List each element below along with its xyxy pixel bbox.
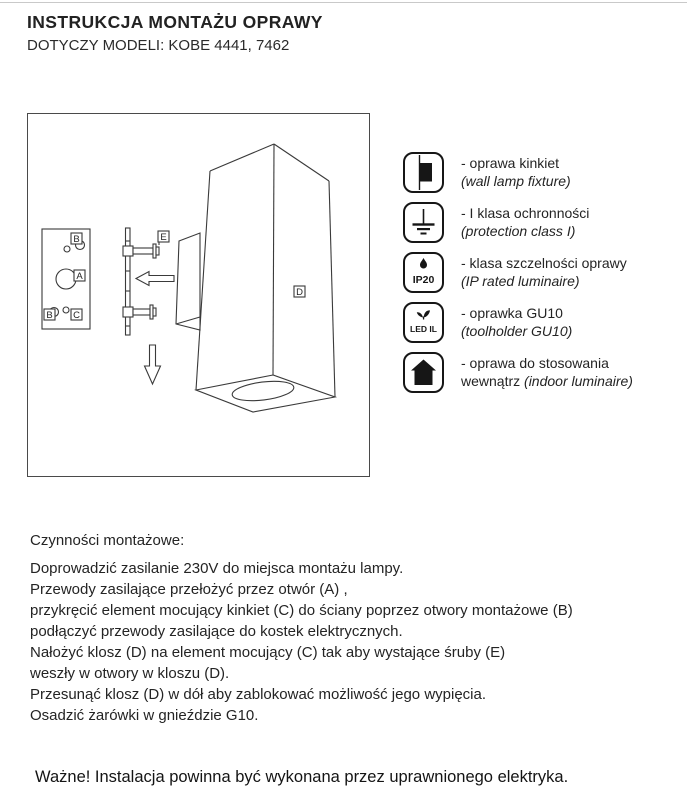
instructions-heading: Czynności montażowe: <box>30 532 185 549</box>
legend-label: - oprawka GU10 <box>461 305 563 321</box>
diagram-label-e: E <box>160 232 167 243</box>
ip20-icon <box>403 252 444 293</box>
droplet-glyph <box>420 258 427 269</box>
instruction-line: weszły w otwory w kloszu (D). <box>30 665 230 682</box>
instruction-line: Doprowadzić zasilanie 230V do miejsca montażu lampy. <box>30 560 404 577</box>
legend-label-en: (indoor luminaire) <box>524 373 633 389</box>
protection-class-icon <box>403 202 444 243</box>
diagram-label-b-top: B <box>73 234 80 245</box>
legend-label-en: (protection class I) <box>461 223 576 239</box>
legend-label: - oprawa kinkiet <box>461 155 560 171</box>
arrow-left <box>136 272 174 286</box>
led-il-text: LED IL <box>410 324 437 334</box>
legend-label-en: (wall lamp fixture) <box>461 173 571 189</box>
led-il-icon <box>403 302 444 343</box>
diagram-label-a: A <box>76 271 83 282</box>
legend-label: - klasa szczelności oprawy <box>461 255 627 271</box>
assembly-diagram-frame <box>27 113 370 477</box>
wall-lamp-icon <box>403 152 444 193</box>
legend-label-en: (toolholder GU10) <box>461 323 573 339</box>
screw-bottom <box>123 305 156 319</box>
instruction-line: podłączyć przewody zasilające do kostek elektrycznych. <box>30 623 403 640</box>
diagram-label-d: D <box>296 287 303 298</box>
instruction-line: Osadzić żarówki w gnieździe G10. <box>30 707 259 724</box>
legend-row-ip-rating <box>403 252 673 293</box>
important-warning: Ważne! Instalacja powinna być wykonana przez uprawnionego elektryka. <box>35 768 569 786</box>
sprout-glyph <box>417 310 430 319</box>
legend-row-wall-lamp <box>403 152 673 193</box>
indoor-house-icon <box>403 352 444 393</box>
installation-instructions <box>30 532 573 726</box>
legend-label-pl: wewnątrz <box>461 373 525 389</box>
mounting-bracket <box>126 228 131 335</box>
instruction-line: Przesunąć klosz (D) w dół aby zablokować możliwość jego wypięcia. <box>30 686 487 703</box>
instruction-line: Przewody zasilające przełożyć przez otwór (A) , <box>30 581 348 598</box>
instruction-line: Nałożyć klosz (D) na element mocujący (C) tak aby wystające śruby (E) <box>30 644 506 661</box>
lamp-back-panel <box>176 233 200 330</box>
ip-rating-text: IP20 <box>412 274 435 286</box>
page-top-divider <box>0 2 687 3</box>
diagram-label-c: C <box>73 310 80 321</box>
legend-label: - oprawa do stosowania <box>461 355 609 371</box>
symbol-legend <box>403 152 673 402</box>
arrow-down <box>145 345 161 384</box>
legend-label: - I klasa ochronności <box>461 205 590 221</box>
assembly-diagram <box>28 114 369 476</box>
instruction-line: przykręcić element mocujący kinkiet (C) do ściany poprzez otwory montażowe (B) <box>30 602 573 619</box>
legend-label-en: (IP rated luminaire) <box>461 273 580 289</box>
header <box>27 12 323 54</box>
lamp-body <box>196 144 335 412</box>
page-title: INSTRUKCJA MONTAŻU OPRAWY <box>27 12 323 32</box>
page-subtitle: DOTYCZY MODELI: KOBE 4441, 7462 <box>27 37 290 54</box>
legend-row-indoor-use <box>403 352 673 393</box>
diagram-label-b-bottom: B <box>46 310 53 321</box>
legend-row-protection-class <box>403 202 673 243</box>
legend-row-lampholder <box>403 302 673 343</box>
